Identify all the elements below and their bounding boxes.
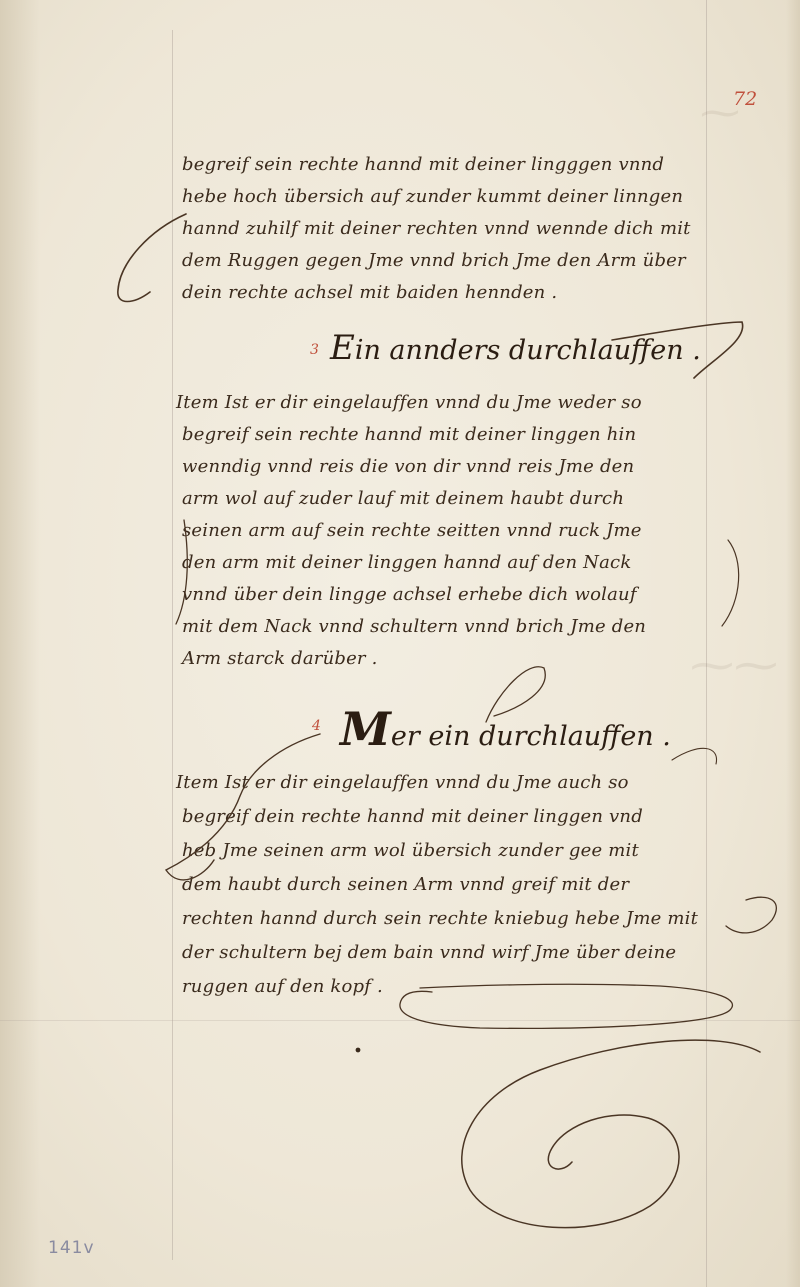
text-line: hannd zuhilf mit deiner rechten vnnd wennde dich mit: [182, 218, 691, 239]
right-margin-flourish: [726, 897, 776, 933]
text-line: seinen arm auf sein rechte seitten vnnd ruck Jme: [182, 520, 642, 541]
bleed-through-ink: ⁓⁓: [690, 640, 778, 691]
right-margin-flourish: [722, 540, 739, 626]
text-line: Item Ist er dir eingelauffen vnnd du Jme auch so: [176, 772, 629, 793]
section-heading: [330, 328, 701, 368]
text-line: ruggen auf den kopf .: [182, 976, 383, 997]
section-heading: [340, 702, 671, 756]
decorated-initial: E: [330, 328, 355, 368]
binding-shadow: [0, 0, 40, 1287]
text-line: dein rechte achsel mit baiden hennden .: [182, 282, 558, 303]
text-line: Item Ist er dir eingelauffen vnnd du Jme weder so: [176, 392, 642, 413]
text-line: rechten hannd durch sein rechte kniebug hebe Jme mit: [182, 908, 699, 929]
left-margin-flourish: [118, 214, 186, 302]
catalog-mark: 141v: [48, 1238, 95, 1258]
text-line: mit dem Nack vnnd schultern vnnd brich Jme den: [182, 616, 647, 637]
text-line: der schultern bej dem bain vnnd wirf Jme über deine: [182, 942, 677, 963]
text-line: begreif dein rechte hannd mit deiner linggen vnd: [182, 806, 643, 827]
right-ruling-line: [706, 0, 707, 1287]
page-edge: [786, 0, 800, 1287]
left-ruling-line: [172, 30, 173, 1260]
text-line: den arm mit deiner linggen hannd auf den Nack: [182, 552, 632, 573]
text-line: hebe hoch übersich auf zunder kummt deiner linngen: [182, 186, 684, 207]
text-line: begreif sein rechte hannd mit deiner linggen hin: [182, 424, 637, 445]
text-line: heb Jme seinen arm wol übersich zunder gee mit: [182, 840, 639, 861]
text-line: dem Ruggen gegen Jme vnnd brich Jme den Arm über: [182, 250, 686, 271]
ink-dot: [356, 1048, 361, 1053]
section-number: 3: [310, 342, 319, 358]
faint-ruling-line: [0, 1020, 800, 1021]
folio-number: 72: [733, 88, 758, 110]
text-line: arm wol auf zuder lauf mit deinem haubt durch: [182, 488, 625, 509]
descender-sweep: [400, 984, 733, 1028]
decorated-initial: M: [340, 702, 391, 756]
text-line: dem haubt durch seinen Arm vnnd greif mit der: [182, 874, 630, 895]
spiral-flourish: [462, 1040, 760, 1228]
right-margin-flourish: [672, 748, 717, 764]
heading-text: er ein durchlauffen .: [390, 721, 671, 752]
heading-text: in annders durchlauffen .: [354, 335, 701, 366]
text-line: vnnd über dein lingge achsel erhebe dich wolauf: [182, 584, 637, 605]
text-line: wenndig vnnd reis die von dir vnnd reis Jme den: [182, 456, 635, 477]
text-line: begreif sein rechte hannd mit deiner lingggen vnnd: [182, 154, 665, 175]
text-line: Arm starck darüber .: [182, 648, 378, 669]
bleed-through-ink-top: ⁓: [700, 90, 740, 136]
section-number: 4: [312, 718, 321, 734]
